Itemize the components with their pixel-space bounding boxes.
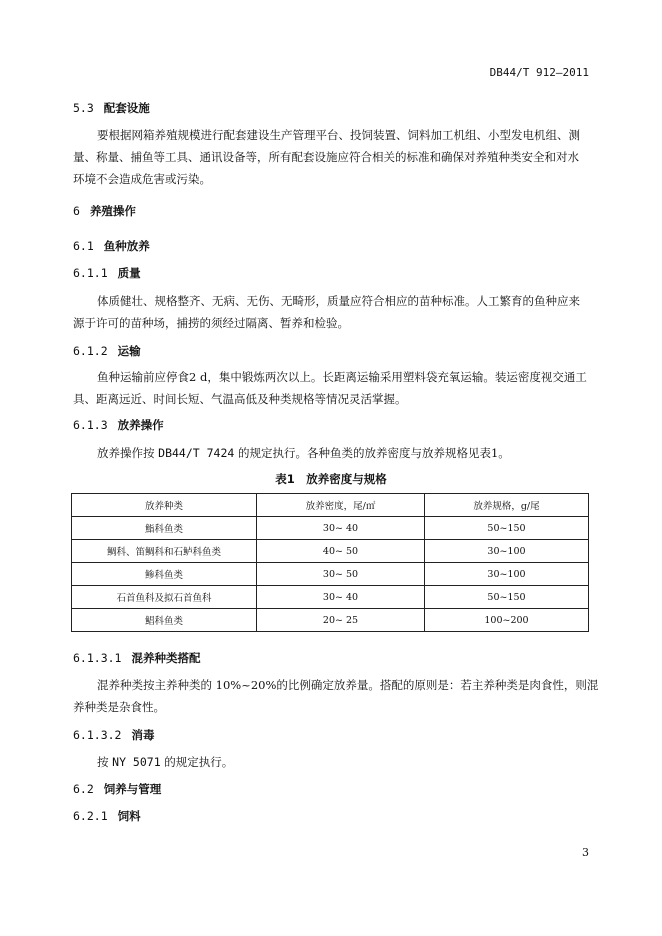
section-title: 混养种类搭配 [131,651,201,665]
table-cell: 40~ 50 [257,540,425,563]
paragraph-line [97,751,233,773]
section-number: 6.1.1 [73,266,108,280]
text-run: 的规定执行。 [160,755,234,769]
paragraph-line: 具、距离远近、时间长短、气温高低及种类规格等情况灵活掌握。 [73,392,407,406]
section-number: 6.1.3.2 [73,728,122,742]
table-cell: 30~ 50 [257,563,425,586]
section-5-3-heading [73,100,150,116]
section-number: 6.1.3.1 [73,651,122,665]
column-header: 放养规格，g/尾 [425,494,589,517]
section-number: 6.2.1 [73,809,108,823]
section-title: 养殖操作 [89,204,136,218]
paragraph-line: 源于许可的苗种场，捕捞的须经过隔离、暂养和检验。 [73,316,349,330]
paragraph-line: 体质健壮、规格整齐、无病、无伤、无畸形，质量应符合相应的苗种标准。人工繁育的鱼种应来 [97,294,580,308]
table-cell: 鲷科、笛鲷科和石鲈科鱼类 [72,540,257,563]
table-caption: 表1 放养密度与规格 [275,472,387,486]
section-6-1-heading [73,238,150,254]
section-title: 质量 [117,266,141,280]
table-row [72,563,589,586]
section-title: 消毒 [131,728,155,742]
section-title: 饲料 [117,809,141,823]
standard-code: DB44/T 912—2011 [489,66,589,79]
table-cell: 20~ 25 [257,609,425,632]
table-cell: 30~ 40 [257,517,425,540]
section-6-2-heading [73,781,161,797]
table-cell: 50~150 [425,517,589,540]
section-6-1-1-heading [73,265,141,281]
table-cell: 鲹科鱼类 [72,563,257,586]
section-title: 饲养与管理 [103,782,162,796]
paragraph-line: 养种类是杂食性。 [73,700,165,714]
section-6-1-3-2-heading [73,727,154,743]
table-row [72,609,589,632]
section-number: 6.1.2 [73,344,108,358]
section-6-1-3-1-heading [73,650,200,666]
section-title: 放养操作 [117,418,164,432]
table-row [72,540,589,563]
section-number: 5.3 [73,101,94,115]
paragraph-line [97,442,510,464]
table-cell: 鮨科鱼类 [72,517,257,540]
standard-reference: DB44/T 7424 [158,446,235,460]
paragraph-line: 要根据网箱养殖规模进行配套建设生产管理平台、投饲装置、饲料加工机组、小型发电机组、测 [97,128,580,142]
section-number: 6.2 [73,782,94,796]
table-cell: 石首鱼科及拟石首鱼科 [72,586,257,609]
table-cell: 50~150 [425,586,589,609]
page-number: 3 [582,846,589,859]
paragraph-line: 混养种类按主养种类的 10%~20%的比例确定放养量。搭配的原则是：若主养种类是肉食性，则混 [97,678,599,692]
table-cell: 鲳科鱼类 [72,609,257,632]
section-6-2-1-heading [73,808,141,824]
section-6-heading [73,203,136,219]
text-run: 按 [97,755,113,769]
column-header: 放养密度，尾/㎡ [257,494,425,517]
table-cell: 30~ 40 [257,586,425,609]
table-cell: 100~200 [425,609,589,632]
paragraph-line: 环境不会造成危害或污染。 [73,172,211,186]
section-number: 6 [73,204,80,218]
section-6-1-3-heading [73,417,164,433]
stocking-table [71,493,589,632]
section-title: 运输 [117,344,141,358]
table-header-row [72,494,589,517]
table-row [72,586,589,609]
text-run: 放养操作按 [97,446,159,460]
standard-reference: NY 5071 [112,755,161,769]
section-title: 鱼种放养 [103,239,150,253]
section-number: 6.1.3 [73,418,108,432]
text-run: 的规定执行。各种鱼类的放养密度与放养规格见表1。 [234,446,510,460]
section-6-1-2-heading [73,343,141,359]
section-title: 配套设施 [103,101,150,115]
paragraph-line: 鱼种运输前应停食2 d，集中锻炼两次以上。长距离运输采用塑料袋充氧运输。装运密度视交通工 [97,370,587,384]
paragraph-line: 量、称量、捕鱼等工具、通讯设备等，所有配套设施应符合相关的标准和确保对养殖种类安全和对水 [73,150,579,164]
section-number: 6.1 [73,239,94,253]
column-header: 放养种类 [72,494,257,517]
table-cell: 30~100 [425,563,589,586]
table-row [72,517,589,540]
table-cell: 30~100 [425,540,589,563]
